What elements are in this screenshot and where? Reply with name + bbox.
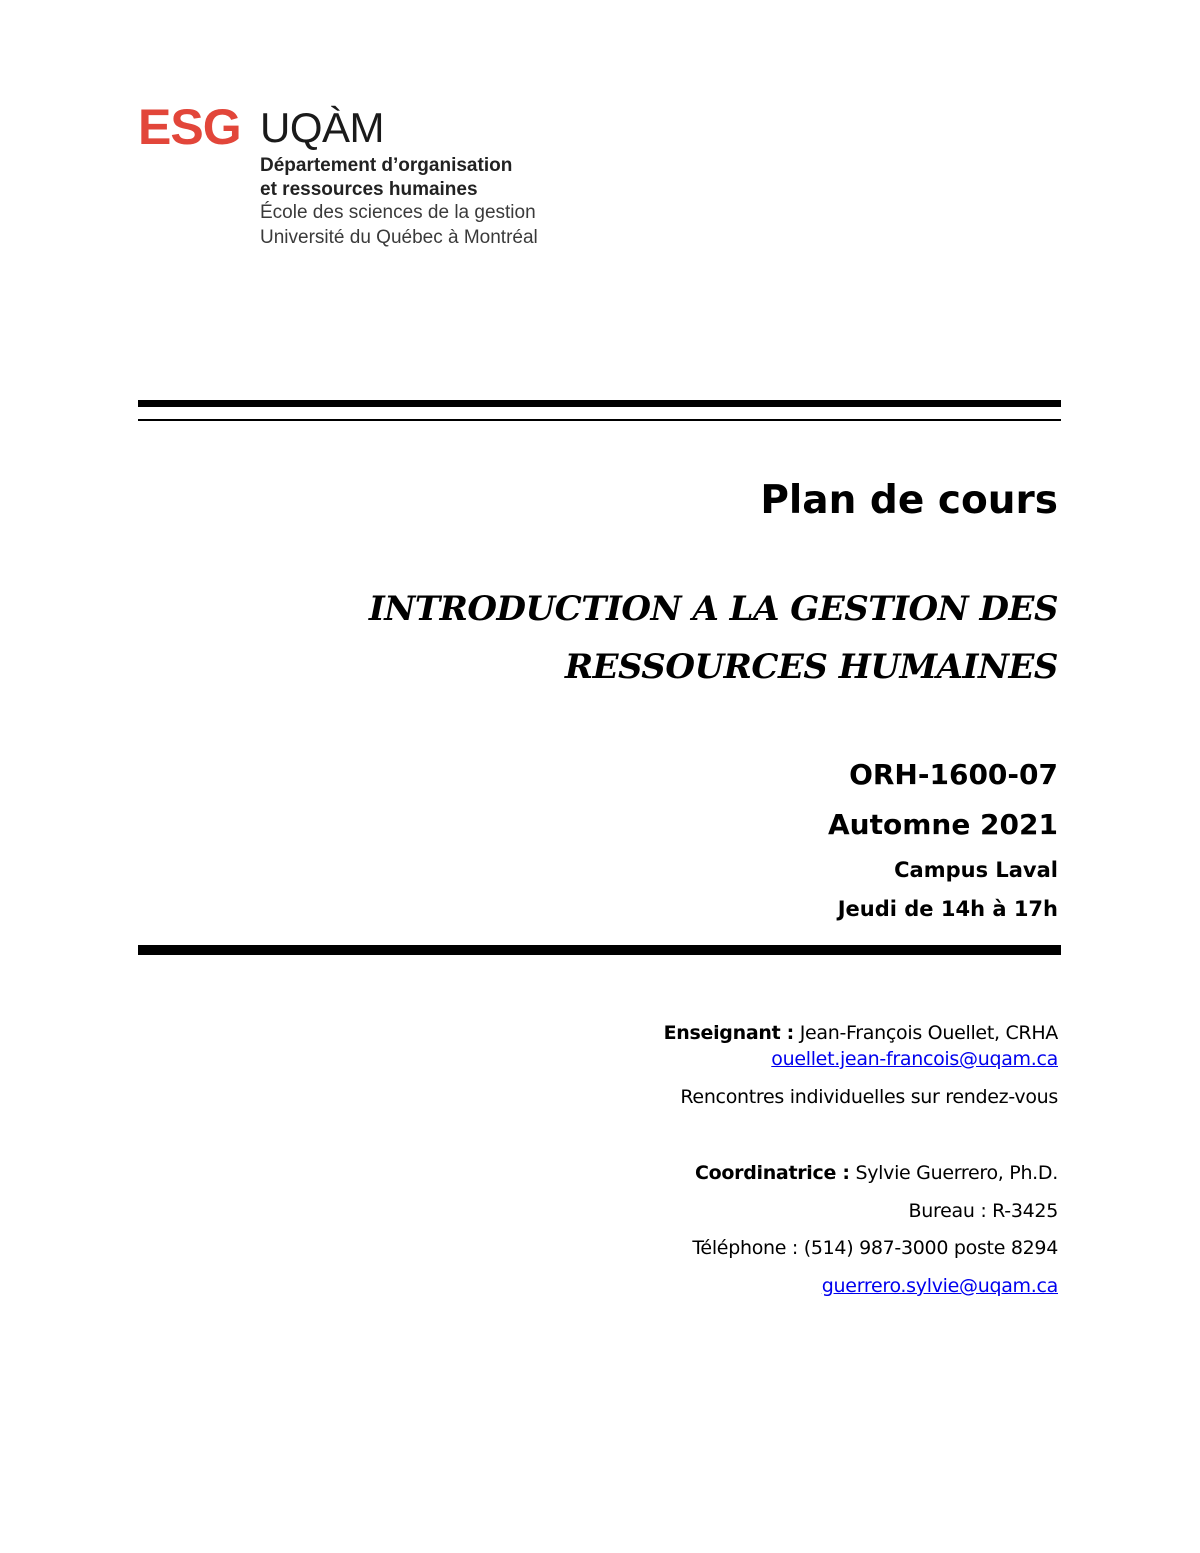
teacher-label: Enseignant : [663,1022,794,1044]
semester: Automne 2021 [827,808,1058,841]
top-rule-thin [138,419,1061,421]
course-title-line1: INTRODUCTION A LA GESTION DES [368,589,1058,629]
coordinator-name: Sylvie Guerrero, Ph.D. [855,1162,1058,1184]
teacher-line [664,1019,1058,1047]
coordinator-email-line [822,1272,1058,1300]
school-name: École des sciences de la gestion [260,202,536,223]
schedule: Jeudi de 14h à 17h [837,897,1058,921]
logo-uqam: UQÀM [260,104,384,151]
teacher-email-link[interactable]: ouellet.jean-francois@uqam.ca [771,1048,1058,1070]
coordinator-office: Bureau : R-3425 [908,1200,1058,1222]
logo-esg: ESG [138,99,241,155]
teacher-name: Jean-François Ouellet, CRHA [799,1022,1058,1044]
university-name: Université du Québec à Montréal [260,227,538,248]
campus: Campus Laval [894,858,1058,882]
department-name-line2: et ressources humaines [260,179,478,200]
coordinator-label: Coordinatrice : [694,1162,850,1184]
course-code: ORH-1600-07 [849,758,1058,791]
top-rule-thick [138,400,1061,407]
bottom-rule-thick [138,945,1061,955]
page-title: Plan de cours [760,478,1058,523]
teacher-email-line [771,1045,1058,1073]
coordinator-line [695,1159,1058,1187]
coordinator-phone: Téléphone : (514) 987-3000 poste 8294 [692,1237,1058,1259]
coordinator-email-link[interactable]: guerrero.sylvie@uqam.ca [821,1275,1058,1297]
department-name-line1: Département d’organisation [260,155,513,176]
course-title-line2: RESSOURCES HUMAINES [564,647,1058,687]
teacher-note: Rencontres individuelles sur rendez-vous [680,1086,1058,1108]
